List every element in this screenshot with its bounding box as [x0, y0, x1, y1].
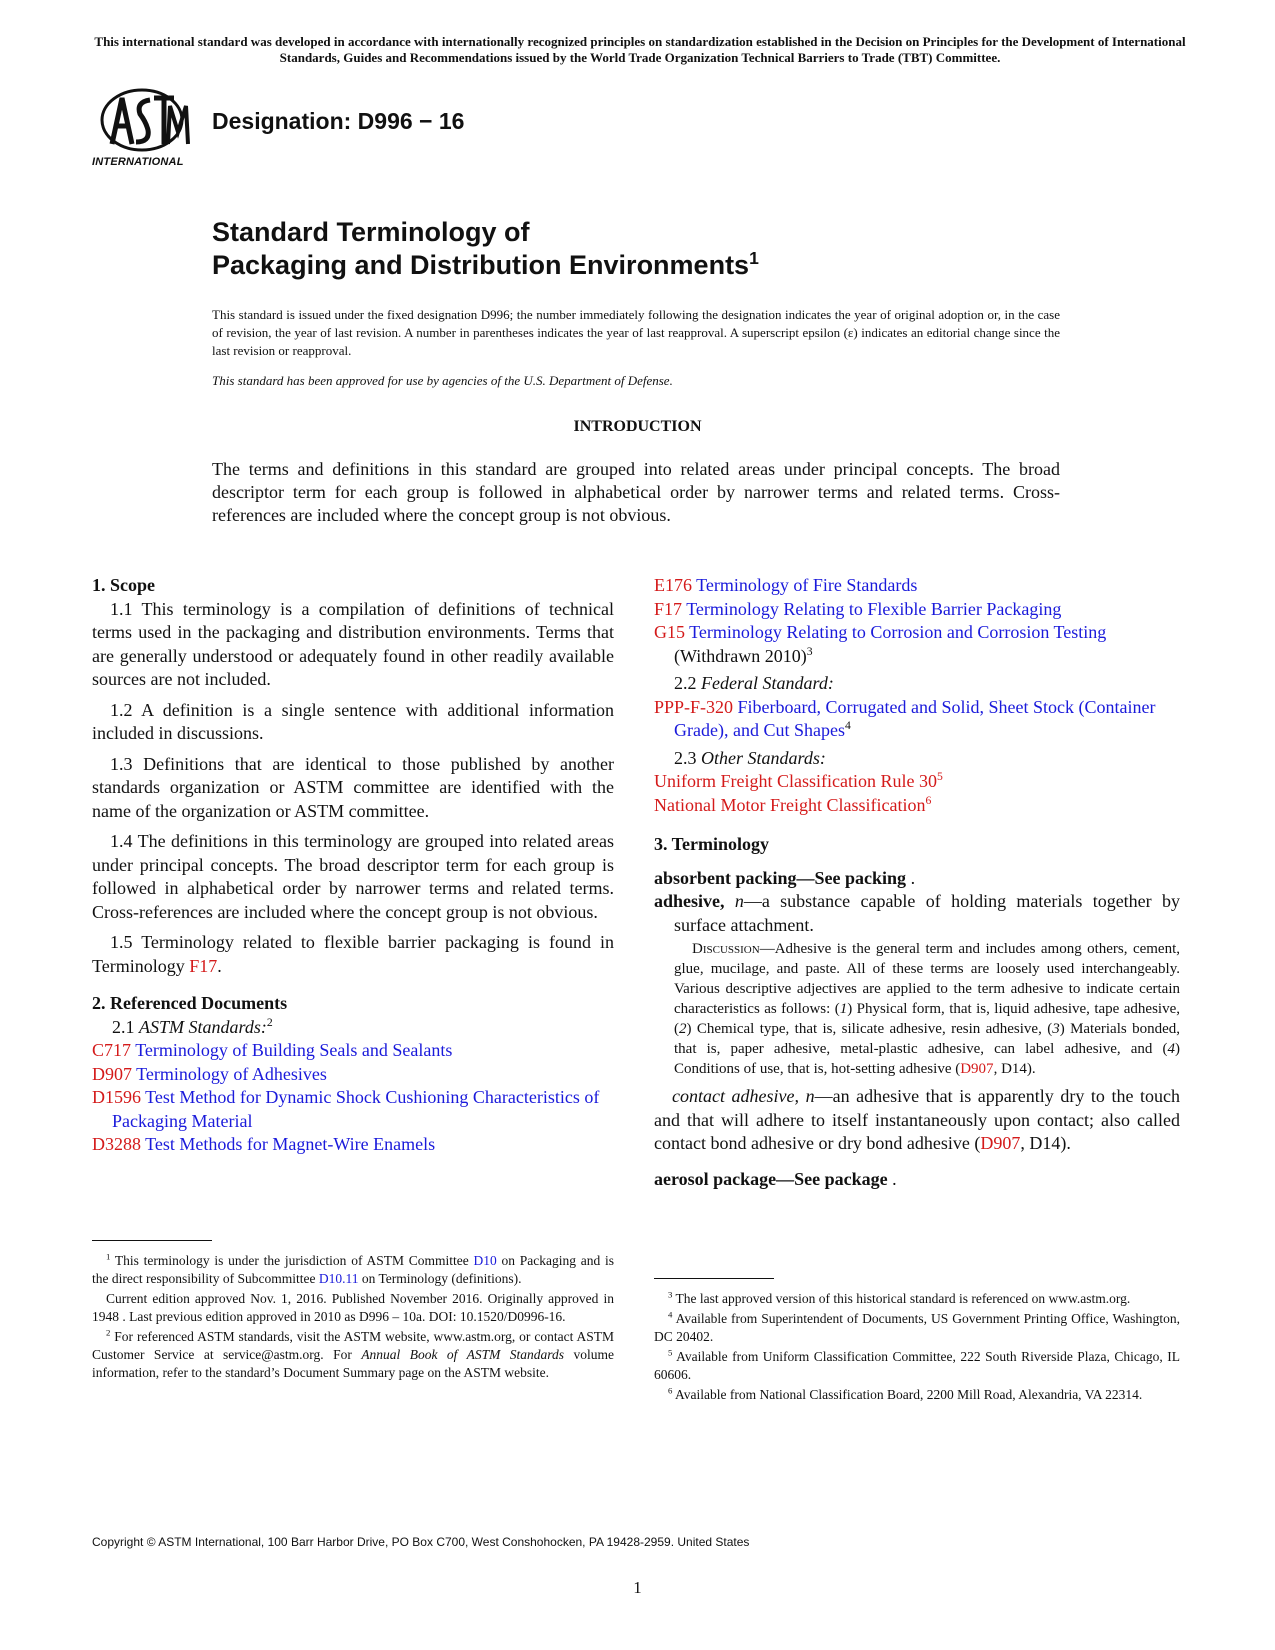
issuance-statement: This standard is issued under the fixed designation D996; the number immediately following the designation indicates the year of original adoption or, in the case of revision, the year of last revision. A number in parentheses indicates the year of last reapproval. A superscript epsilon (ε) indicates an editorial change since the last revision or reapproval. [212, 307, 1060, 358]
term-aerosol-package: aerosol package—See package . [654, 1168, 897, 1189]
see-packing-link[interactable]: packing [845, 867, 907, 888]
term-absorbent-packing: absorbent packing—See packing . [654, 867, 916, 888]
ref-d3288[interactable]: D3288 Test Methods for Magnet-Wire Enamels [92, 1134, 436, 1154]
astm-standards-label: 2.1 ASTM Standards:$^2$ [112, 1015, 273, 1037]
dod-approval-note: This standard has been approved for use by agencies of the U.S. Department of Defense. [212, 373, 673, 388]
logo-wordmark: INTERNATIONAL [92, 156, 184, 168]
footnotes-left [92, 1252, 614, 1384]
right-column [654, 574, 1180, 1191]
footnote-2: $^2$ For referenced ASTM standards, visit the ASTM website, www.astm.org, or contact ASTM Customer Service at service@astm.org. For Annual Book of ASTM Standards volume information, refer to the standard’s Document Summary page on the ASTM website. [92, 1327, 614, 1380]
referenced-documents-heading: 2. Referenced Documents [92, 993, 288, 1013]
ref-d907[interactable]: D907 Terminology of Adhesives [92, 1063, 327, 1084]
introduction-heading: INTRODUCTION [573, 418, 702, 435]
term-contact-adhesive: contact adhesive, n—an adhesive that is apparently dry to the touch and that will adhere to itself instantaneously upon contact; also called contact bond adhesive or dry bond adhesive (D907, D14). [654, 1086, 1180, 1153]
adhesive-discussion: Discussion—Adhesive is the general term and includes among others, cement, glue, mucilage, and paste. All of these terms are loosely used interchangeably. Various descriptive adjectives are applied to the term adhesive to indicate certain characteristics as follows: (1) Physical form, that is, liquid adhesive, tape adhesive, (2) Chemical type, that is, silicate adhesive, resin adhesive, (3) Materials bonded, that is, paper adhesive, metal-plastic adhesive, can label adhesive, and (4) Conditions of use, that is, hot-setting adhesive (D907, D14). [674, 941, 1180, 1077]
ref-d1596[interactable]: D1596 Test Method for Dynamic Shock Cushioning Characteristics of Packaging Material [92, 1087, 600, 1131]
tbt-notice: This international standard was developed in accordance with internationally recognized principles on standardization established in the Decision on Principles for the Development of International Standards, Guides and Recommendations issued by the World Trade Organization Technical Barriers to Trade (TBT) Committee. [94, 34, 1186, 65]
ref-ppp-f-320[interactable]: PPP-F-320 Fiberboard, Corrugated and Solid, Sheet Stock (Container Grade), and Cut Shapes$^4$ [654, 696, 1156, 740]
title-line-1: Standard Terminology of [212, 217, 530, 247]
footnote-3: $^3$ The last approved version of this historical standard is referenced on www.astm.org. [668, 1289, 1131, 1306]
edition-note: Current edition approved Nov. 1, 2016. Published November 2016. Originally approved in 1948 . Last previous edition approved in 2010 as D996 – 10a. DOI: 10.1520/D0996-16. [92, 1291, 614, 1324]
scope-1-1: 1.1 This terminology is a compilation of definitions of technical terms used in the packaging and distribution environments. Terms that are generally understood or adequately found in other readily available sources are not included. [92, 598, 614, 689]
see-package-link[interactable]: package [824, 1168, 888, 1189]
footnote-1: $^1$ This terminology is under the jurisdiction of ASTM Committee D10 on Packaging and is the direct responsibility of Subcommittee D10.11 on Terminology (definitions). [92, 1251, 614, 1286]
f17-link[interactable]: F17 [189, 955, 218, 976]
ref-uniform-freight[interactable]: Uniform Freight Classification Rule $30^5$ [654, 770, 943, 791]
scope-1-3: 1.3 Definitions that are identical to those published by another standards organization or ASTM committee are identified with the name of the organization or ASTM committee. [92, 753, 614, 821]
terminology-heading: 3. Terminology [654, 834, 770, 854]
footnote-6: $^6$ Available from National Classification Board, 2200 Mill Road, Alexandria, VA 22314. [668, 1385, 1143, 1402]
footnotes-right [654, 1290, 1180, 1406]
federal-standard-label: 2.2 Federal Standard: [674, 673, 834, 693]
term-adhesive: adhesive, n—a substance capable of holding materials together by surface attachment. [654, 891, 1180, 935]
scope-1-5: 1.5 Terminology related to flexible barrier packaging is found in Terminology F17. [92, 932, 614, 976]
title-footnote-mark[interactable]: 1 [749, 248, 759, 268]
copyright-line: Copyright © ASTM International, 100 Barr Harbor Drive, PO Box C700, West Conshohocken, PA 19428-2959. United States [92, 1535, 750, 1549]
ref-e176[interactable]: E176 Terminology of Fire Standards [654, 575, 918, 595]
standard-title [212, 216, 759, 282]
astm-logo [92, 86, 202, 176]
designation: Designation: D996 − 16 [212, 108, 465, 134]
d907-link-discussion[interactable]: D907 [960, 1061, 994, 1077]
scope-1-2: 1.2 A definition is a single sentence with additional information included in discussions. [92, 699, 614, 743]
d10-11-link[interactable]: D10.11 [318, 1271, 359, 1286]
ref-g15[interactable]: G15 Terminology Relating to Corrosion and Corrosion Testing (Withdrawn 2010)$^3$ [654, 622, 1107, 666]
left-column [92, 574, 614, 1157]
ref-f17[interactable]: F17 Terminology Relating to Flexible Barrier Packaging [654, 598, 1062, 619]
footnote-5: $^5$ Available from Uniform Classification Committee, 222 South Riverside Plaza, Chicago, IL 60606. [654, 1347, 1180, 1382]
d907-link-contact[interactable]: D907 [980, 1133, 1021, 1153]
other-standards-label: 2.3 Other Standards: [674, 747, 826, 768]
scope-1-4: 1.4 The definitions in this terminology are grouped into related areas under principal concepts. The broad descriptor term for each group is followed in alphabetical order by narrower terms and related terms. Cross-references are included where the concept group is not obvious. [92, 831, 614, 922]
ref-national-motor-freight[interactable]: National Motor Freight Classification$^6$ [654, 793, 932, 815]
footnote-rule-right [654, 1278, 774, 1279]
ref-c717[interactable]: C717 Terminology of Building Seals and Sealants [92, 1040, 453, 1060]
footnote-4: $^4$ Available from Superintendent of Documents, US Government Printing Office, Washington, DC 20402. [654, 1309, 1180, 1344]
d10-link[interactable]: D10 [473, 1253, 497, 1268]
footnote-rule-left [92, 1240, 212, 1241]
scope-heading: 1. Scope [92, 575, 155, 595]
introduction-text: The terms and definitions in this standard are grouped into related areas under principal concepts. The broad descriptor term for each group is followed in alphabetical order by narrower terms and related terms. Cross-references are included where the concept group is not obvious. [212, 459, 1060, 525]
page-number: 1 [633, 1578, 642, 1597]
title-line-2: Packaging and Distribution Environments$^1$ [212, 248, 759, 280]
